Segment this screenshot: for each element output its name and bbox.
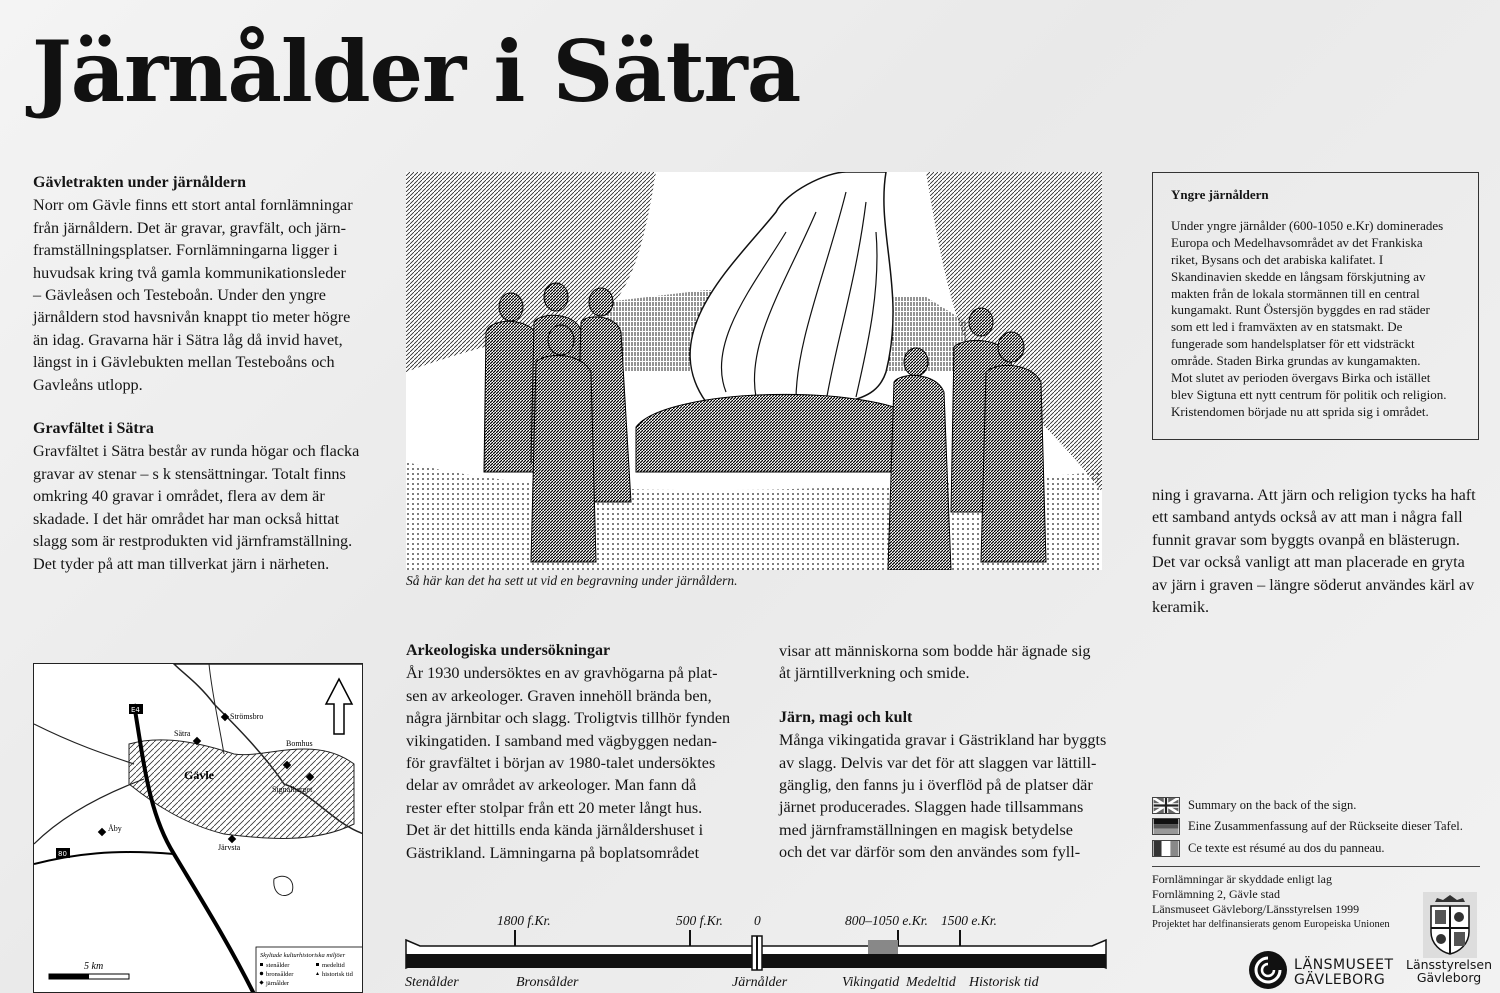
map-place-gavle: Gävle [184,768,214,782]
language-text: Summary on the back of the sign. [1188,798,1357,812]
map-legend-item: bronsålder [266,971,294,978]
text-line: Gavleåns utlopp. [33,375,143,394]
language-row-german [1152,818,1463,835]
funding-line: Projektet har delfinansierats genom Europeiska Unionen [1152,919,1390,930]
area-map [33,663,363,993]
text-line: Många vikingatida gravar i Gästrikland har byggts [779,731,1107,750]
text-line: åt järntillverkning och smide. [779,664,970,683]
text-line: Det tyder på att man tillverkat järn i närheten. [33,554,330,573]
text-line: keramik. [1152,598,1210,617]
section-jarn-continued [1152,484,1487,618]
french-flag-icon [1152,840,1180,857]
text-line: några järnbitar och slagg. Troligtvis tillhör fynden [406,709,731,728]
text-line: fungerade som handelsplatser för ett vidsträckt [1171,336,1415,352]
timeline-period: Stenålder [405,975,459,990]
logo-line: Gävleborg [1416,970,1482,985]
timeline-period: Medeltid [906,975,956,990]
map-place-satra: Sätra [174,729,191,738]
text-line: Gästrikland. Lämningarna på boplatsområdet [406,843,700,862]
text-line: sen av arkeologer. Graven innehöll brända ben, [406,686,712,705]
german-flag-icon [1152,818,1180,835]
text-line: funnit gravar som byggts ovanpå en blästerugn. [1152,530,1460,549]
text-line: blev Sigtuna ett nytt centrum för politik och religion. [1171,386,1447,402]
page-title: Järnålder i Sätra [32,22,801,121]
text-line: som ett led i framväxten av en statsmakt. De [1171,319,1403,335]
text-line: av järn i graven – längre söderut användes kärl av [1152,575,1475,594]
map-legend-item: historisk tid [322,971,353,978]
timeline-date: 0 [754,913,761,928]
section-heading: Arkeologiska undersökningar [406,642,611,659]
text-line: skadade. I det här området har man också hittat [33,509,340,528]
language-row-english [1152,797,1356,814]
text-line: rester efter stolpar från ett 20 meter långt hus. [406,798,703,817]
section-heading: Järn, magi och kult [779,708,913,726]
timeline-period: Järnålder [732,975,788,990]
section-heading: Gravfältet i Sätra [33,420,154,438]
text-line: område. Staden Birka grundas av kungamakten. [1171,353,1421,369]
map-place-bomhus: Bomhus [286,739,313,748]
info-box-yngre-jarnalder [1152,172,1479,440]
text-line: och det var därför som den användes som fyll- [779,843,1081,862]
section-arkeologiska [406,640,746,864]
lansstyrelsen-coat-of-arms-icon [1423,892,1477,958]
text-line: Gravfältet i Sätra består av runda högar och flacka [33,442,360,461]
text-line: Kristendomen började nu att sprida sig i området. [1171,403,1429,419]
section-gavletrakten [33,172,378,575]
text-line: gänglig, den fanns ju i överflöd på de platser där [779,776,1093,795]
timeline-date: 800–1050 e.Kr. [845,913,928,928]
map-road-e4: E4 [131,706,140,714]
text-line: vikingatiden. I samband med vägbyggen nedan- [406,731,718,750]
text-line: riket, Bysans och det arabiska kalifatet. I [1171,251,1384,267]
text-line: Under yngre järnålder (600-1050 e.Kr) dominerades [1171,217,1444,233]
lansstyrelsen-logo-text [1406,958,1492,984]
text-line: av slagg. Delvis var det för att slaggen var lättill- [779,753,1097,772]
logo-line: Länsstyrelsen [1406,957,1493,972]
text-line: Europa och Medelhavsområdet av det Frankiska [1171,234,1423,250]
timeline-period: Historisk tid [969,975,1039,990]
map-legend-item: järnålder [266,980,290,987]
divider-line [1152,866,1480,867]
text-line: från järnåldern. Det är gravar, gravfält, och järn- [33,218,347,237]
map-place-stromsbro: Strömsbro [230,712,264,721]
timeline-date: 1800 f.Kr. [497,913,551,928]
text-line: ning i gravarna. Att järn och religion tycks ha haft [1152,486,1476,504]
map-road-80: 80 [58,850,67,858]
legal-text [1152,872,1390,932]
text-line: järnåldern stod havsnivån knappt tio meter högre [33,308,351,327]
text-line: Det är det hittills enda kända järnåldershuset i [406,821,704,840]
section-heading: Gävletrakten under järnåldern [33,174,247,191]
timeline [400,908,1120,993]
section-jarn-magi-kult [779,640,1119,864]
text-line: framställningsplatser. Fornlämningarna ligger i [33,241,338,260]
illustration-caption: Så här kan det ha sett ut vid en begravning under järnåldern. [406,573,738,588]
burial-illustration [406,172,1102,570]
logo-line: GÄVLEBORG [1294,972,1386,988]
timeline-period: Vikingatid [842,975,900,990]
text-line: för gravfältet i början av 1980-talet undersöktes [406,754,716,773]
map-legend-item: medeltid [322,962,345,969]
lansmuseet-logo-icon [1248,950,1288,990]
text-line: – Gävleåsen och Testeboån. Under den yngre [33,286,326,305]
text-line: ett samband antyds också av att man i några fall [1152,508,1463,527]
text-line: med järnframställningen en magisk betydelse [779,820,1073,839]
language-row-french [1152,840,1384,857]
language-text: Ce texte est résumé au dos du panneau. [1188,841,1385,855]
map-place-aby: Åby [108,824,122,833]
text-line: Skandinavien skedde en långsam förskjutning av [1171,268,1426,284]
text-line: makten från de lokala stormännen till en central [1171,285,1420,301]
uk-flag-icon [1152,797,1180,814]
map-place-jarvsta: Järvsta [218,843,241,852]
text-line: än idag. Gravarna här i Sätra låg då invid havet, [33,330,343,349]
logo-line: LÄNSMUSEET [1294,957,1394,973]
text-line: omkring 40 gravar i området, flera av dem är [33,487,325,506]
text-line: År 1930 undersöktes en av gravhögarna på plat- [406,664,718,683]
text-line: Mot slutet av perioden övergavs Birka och istället [1171,370,1431,386]
text-line: Norr om Gävle finns ett stort antal fornlämningar [33,196,353,215]
timeline-period: Bronsålder [516,975,579,990]
text-line: slagg som är restprodukten vid järnframställning. [33,532,353,551]
text-line: längst in i Gävlebukten mellan Testeboåns och [33,353,335,372]
info-box-heading: Yngre järnåldern [1171,187,1269,202]
map-legend-item: stenålder [266,962,290,969]
legal-line: Fornlämningar är skyddade enligt lag [1152,872,1332,886]
text-line: huvudsak kring två gamla kommunikationsleder [33,263,346,282]
map-legend-title: Skyltade kulturhistoriska miljöer [260,952,346,959]
timeline-date: 500 f.Kr. [676,913,723,928]
timeline-date: 1500 e.Kr. [941,913,997,928]
legal-line: Länsmuseet Gävleborg/Länsstyrelsen 1999 [1152,902,1360,916]
map-scale-label: 5 km [84,961,104,972]
text-line: delar av området av arkeologer. Man fann då [406,776,697,795]
lansmuseet-logo-text [1294,958,1394,988]
text-line: Det var också vanligt att man placerade en gryta [1152,553,1465,572]
text-line: kungamakt. Runt Östersjön byggdes en rad städer [1171,302,1430,318]
text-line: järnet producerades. Slaggen hade tillsammans [779,798,1084,817]
legal-line: Fornlämning 2, Gävle stad [1152,887,1280,901]
text-line: visar att människorna som bodde här ägnade sig [779,642,1091,660]
map-place-signalberget: Signalberget [272,785,313,794]
text-line: gravar av stenar – s k stensättningar. Totalt finns [33,464,346,483]
language-text: Eine Zusammenfassung auf der Rückseite dieser Tafel. [1188,819,1463,833]
